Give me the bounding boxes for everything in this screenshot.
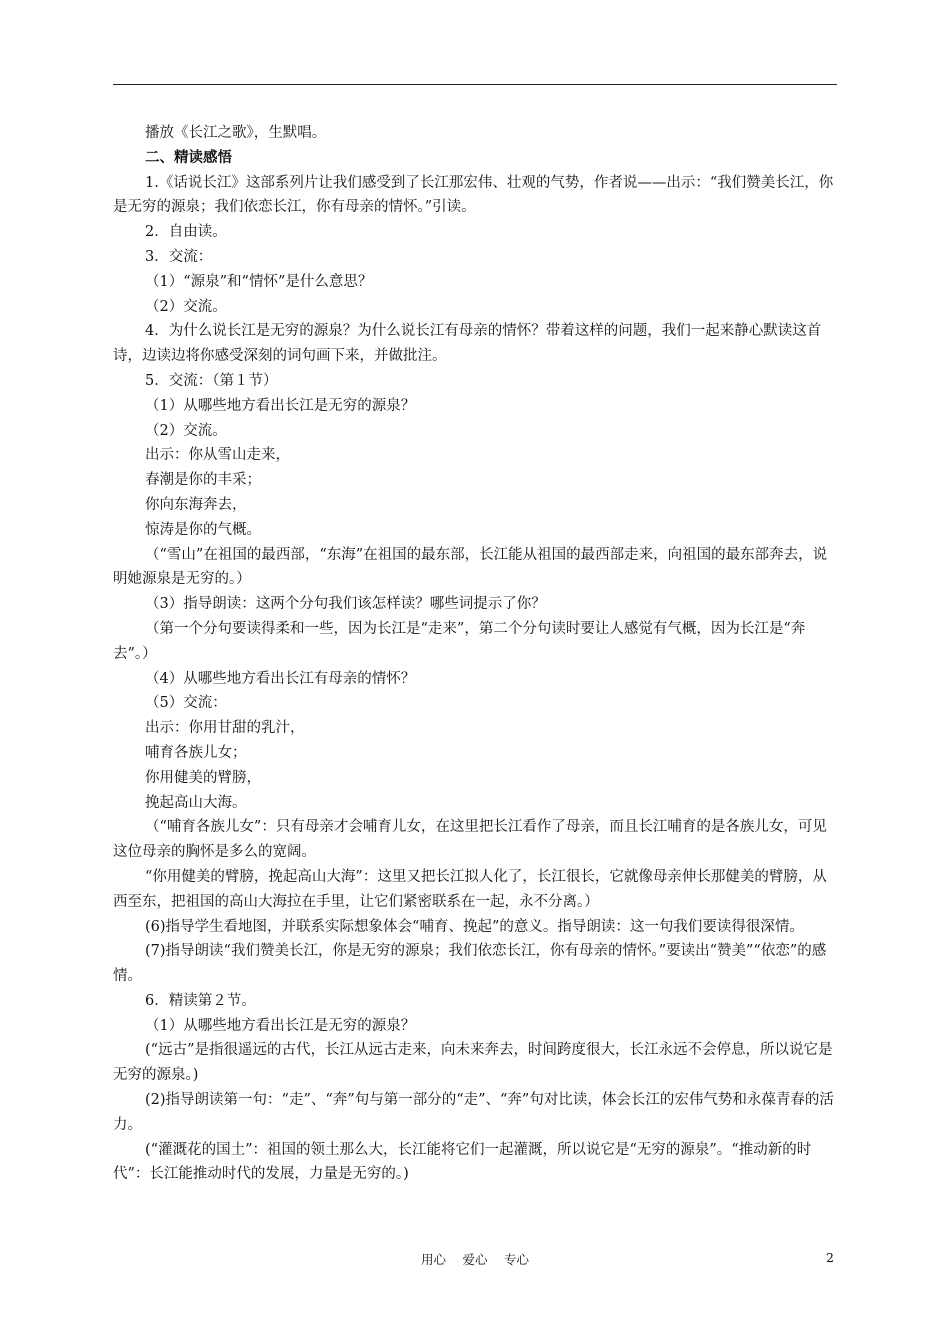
text-line: 哺育各族儿女； [145, 744, 247, 761]
page-footer [0, 1250, 950, 1270]
section-heading: 二、精读感悟 [145, 148, 232, 166]
text-line: 你向东海奔去， [145, 496, 247, 513]
text-line: （1）从哪些地方看出长江是无穷的源泉？ [145, 397, 416, 414]
text-line: （2）交流。 [145, 298, 227, 315]
text-line: （4）从哪些地方看出长江有母亲的情怀？ [145, 670, 416, 687]
text-line: (7)指导朗读“我们赞美长江，你是无穷的源泉；我们依恋长江，你有母亲的情怀。”要读出“赞美”“依恋”的感情。 [113, 943, 827, 985]
text-line: (“远古”是指很遥远的古代，长江从远古走来，向未来奔去，时间跨度很大，长江永远不会停息，所以说它是无穷的源泉。) [113, 1042, 833, 1084]
text-line: “你用健美的臂膀，挽起高山大海”：这里又把长江拟人化了，长江很长，它就像母亲伸长那健美的臂膀，从西至东，把祖国的高山大海拉在手里，让它们紧密联系在一起，永不分离。） [113, 868, 827, 910]
header-rule [113, 84, 837, 85]
text-line: （“雪山”在祖国的最西部，“东海”在祖国的最东部，长江能从祖国的最西部走来，向祖国的最东部奔去，说明她源泉是无穷的。） [113, 546, 828, 588]
text-line: 2．自由读。 [145, 224, 227, 241]
text-line: (2)指导朗读第一句：“走”、“奔”句与第一部分的“走”、“奔”句对比读，体会长江的宏伟气势和永葆青春的活力。 [113, 1092, 834, 1133]
text-line: 春潮是你的丰采； [145, 472, 261, 489]
text-line: 5．交流：（第１节） [145, 372, 278, 389]
text-line: 惊涛是你的气概。 [145, 521, 261, 538]
text-line: 1.《话说长江》这部系列片让我们感受到了长江那宏伟、壮观的气势，作者说——出示：“我们赞美长江，你是无穷的源泉；我们依恋长江，你有母亲的情怀。”引读。 [113, 174, 834, 216]
text-line: (“灌溉花的国土”：祖国的领土那么大，长江能将它们一起灌溉，所以说它是“无穷的源泉”。“推动新的时代”：长江能推动时代的发展，力量是无穷的。) [113, 1141, 812, 1183]
text-line: 你用健美的臂膀， [145, 769, 261, 786]
page-number: 2 [826, 1250, 834, 1265]
text-line: 出示：你从雪山走来， [145, 447, 290, 464]
text-line: 挽起高山大海。 [145, 794, 247, 811]
text-line: （“哺育各族儿女”：只有母亲才会哺育儿女，在这里把长江看作了母亲，而且长江哺育的是各族儿女，可见这位母亲的胸怀是多么的宽阔。 [113, 819, 827, 861]
text-line: （2）交流。 [145, 422, 227, 439]
text-line: （第一个分句要读得柔和一些，因为长江是“走来”，第二个分句读时要让人感觉有气概，因为长江是“奔去”。） [113, 620, 806, 662]
text-line: （3）指导朗读：这两个分句我们该怎样读？哪些词提示了你？ [145, 596, 546, 613]
text-line: 3．交流： [145, 248, 213, 265]
text-line: （1）从哪些地方看出长江是无穷的源泉？ [145, 1017, 416, 1034]
footer-motto: 用心 爱心 专心 [421, 1252, 529, 1267]
text-line: (6)指导学生看地图，并联系实际想象体会“哺育、挽起”的意义。指导朗读：这一句我们要读得很深情。 [145, 918, 804, 935]
text-line: 6．精读第２节。 [145, 992, 256, 1009]
text-line: 播放《长江之歌》，生默唱。 [145, 125, 327, 141]
text-line: 4．为什么说长江是无穷的源泉？为什么说长江有母亲的情怀？带着这样的问题，我们一起来静心默读这首诗，边读边将你感受深刻的词句画下来，并做批注。 [113, 323, 822, 365]
document-body [113, 121, 837, 1187]
text-line: （1）“源泉”和“情怀”是什么意思？ [145, 273, 373, 290]
text-line: 出示：你用甘甜的乳汁， [145, 720, 305, 737]
text-line: （5）交流： [145, 695, 227, 712]
